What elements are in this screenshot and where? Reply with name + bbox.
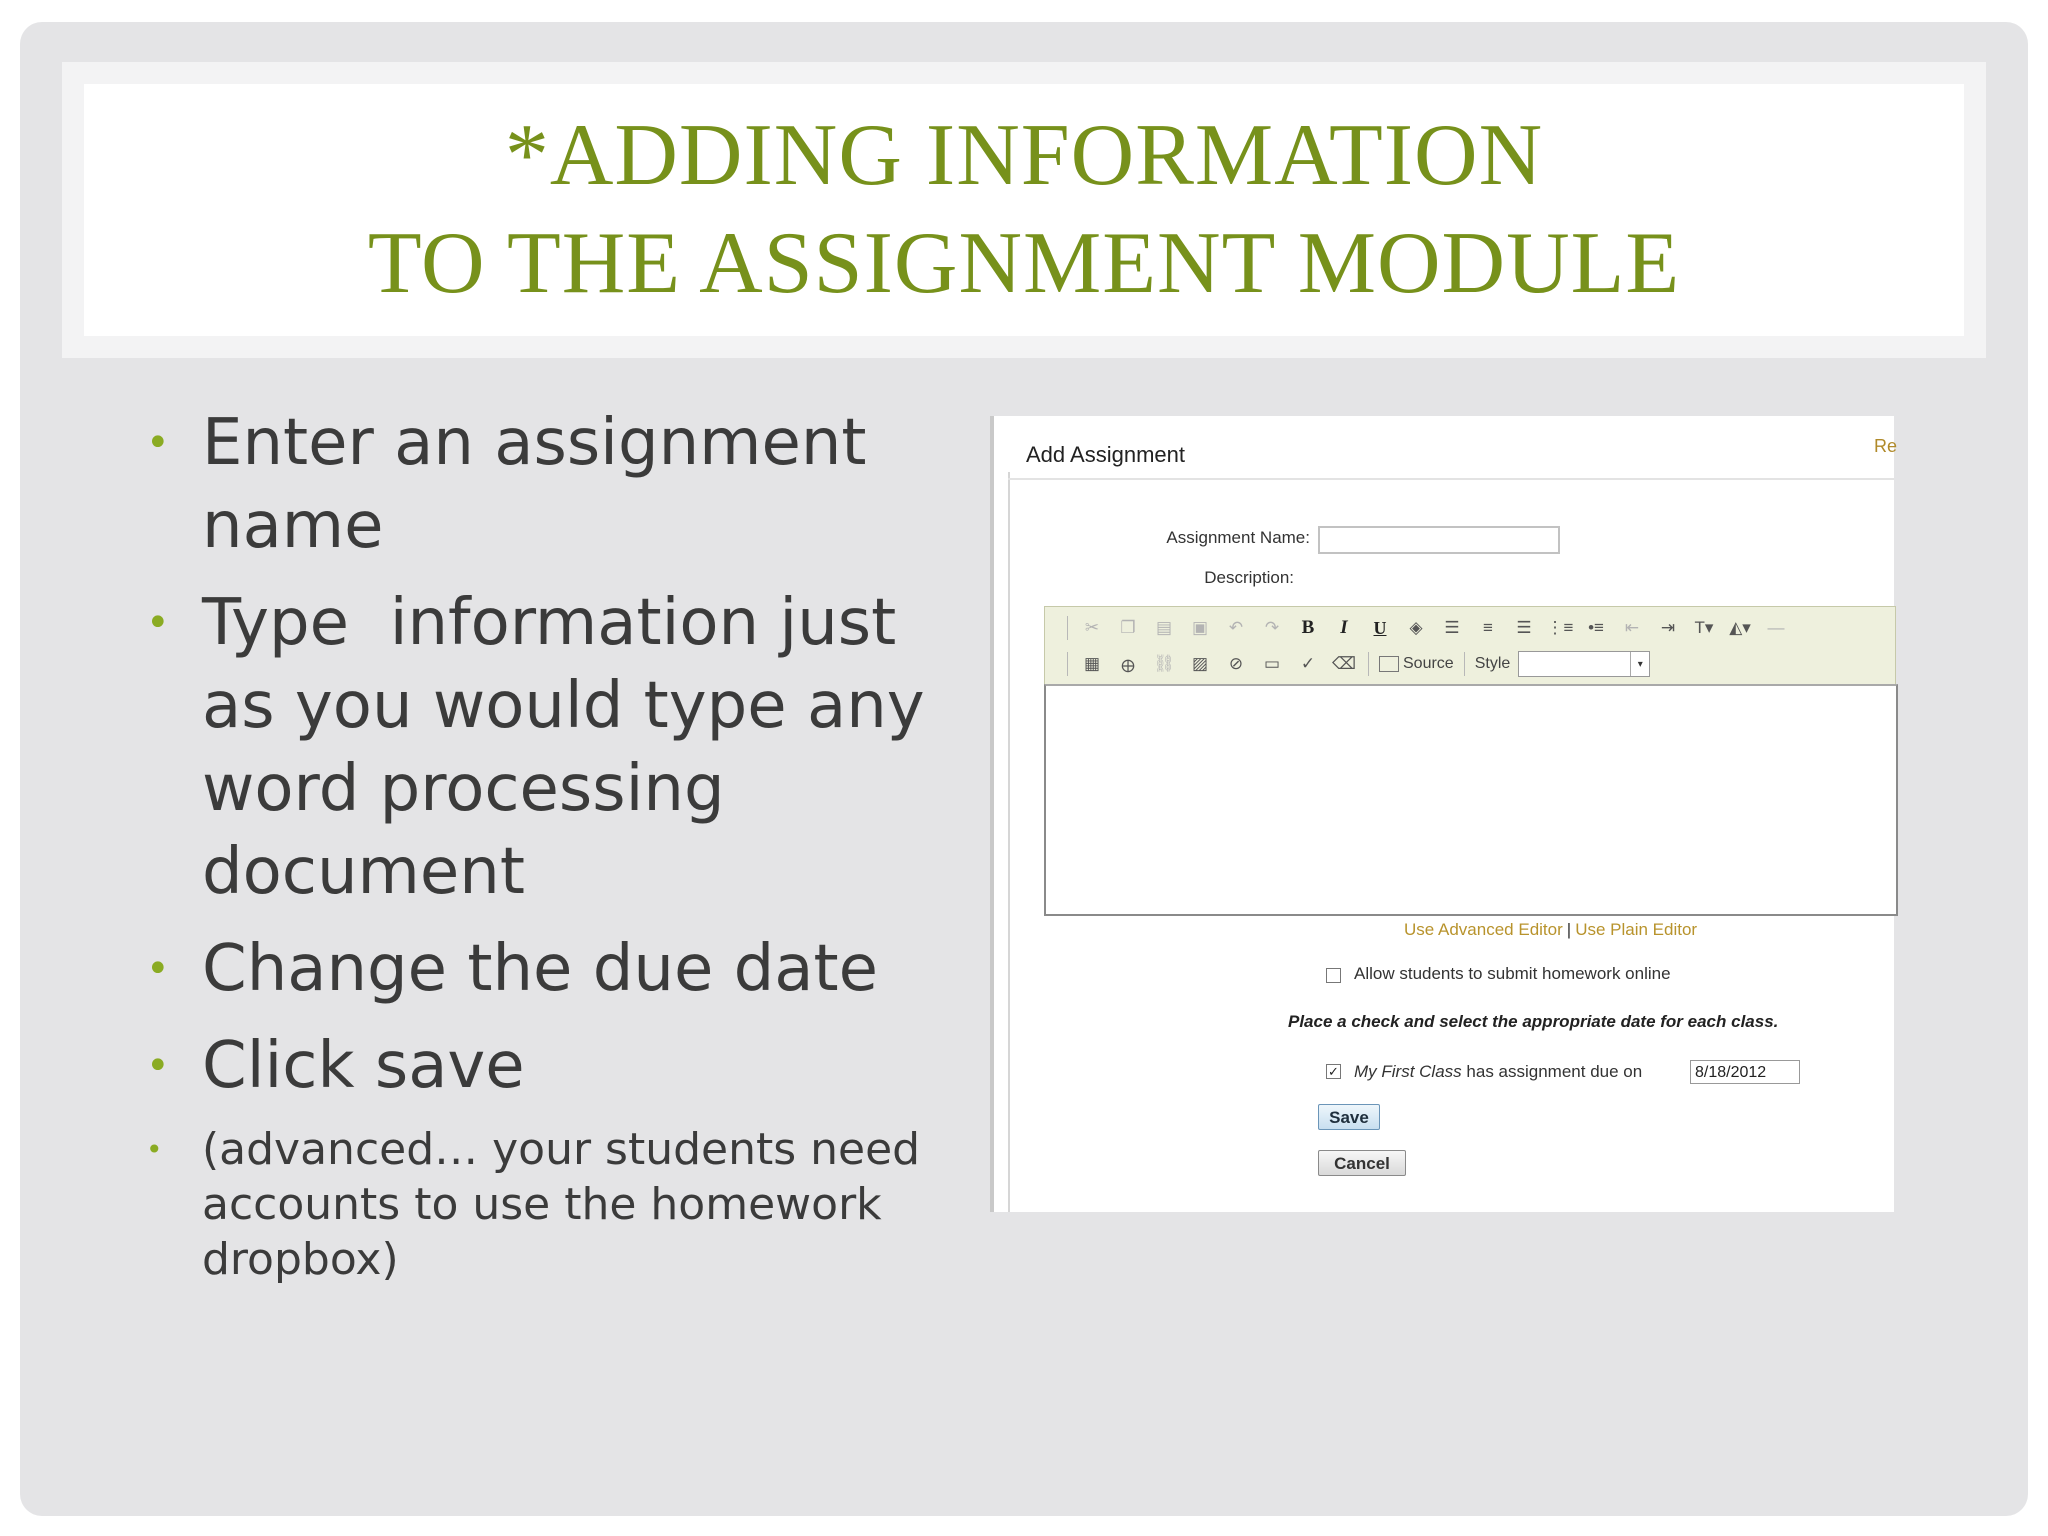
flash-icon[interactable]: ⊘ — [1228, 654, 1244, 673]
toolbar-separator — [1368, 652, 1369, 676]
toolbar-separator — [1067, 616, 1068, 640]
cut-icon[interactable]: ✂ — [1084, 618, 1100, 637]
header-right-link[interactable]: Re — [1874, 436, 1898, 456]
slide-title — [368, 102, 1680, 318]
description-label: Description: — [1204, 568, 1294, 587]
bg-color-icon[interactable]: ◭▾ — [1729, 618, 1751, 637]
plain-editor-link[interactable]: Use Plain Editor — [1575, 920, 1698, 939]
title-line-1: *ADDING INFORMATION — [504, 107, 1544, 204]
bullet-dot-icon: • — [146, 1133, 163, 1166]
bullet-dot-icon: • — [146, 946, 170, 992]
bullet-dot-icon: • — [146, 1043, 170, 1089]
source-label: Source — [1403, 655, 1454, 672]
screenshot-edge — [990, 416, 994, 1212]
italic-icon[interactable]: I — [1340, 617, 1348, 638]
source-button[interactable] — [1379, 655, 1454, 673]
allow-online-checkbox[interactable] — [1326, 968, 1341, 983]
panel-title: Add Assignment — [1026, 442, 1185, 467]
bullet-text: Enter an assignment name — [202, 406, 867, 563]
eraser-icon[interactable]: ⌫ — [1331, 654, 1357, 673]
editor-mode-links — [1404, 920, 1697, 940]
unlink-icon[interactable]: ⛓ — [1153, 654, 1175, 673]
bullet-text: Type information just as you would type any word processing document — [202, 586, 945, 909]
toolbar-separator — [1464, 652, 1465, 676]
indent-icon[interactable]: ⇥ — [1660, 618, 1676, 637]
due-date-input[interactable]: 8/18/2012 — [1690, 1060, 1800, 1084]
toolbar-separator — [1067, 652, 1068, 676]
bullet-dot-icon: • — [146, 600, 170, 646]
toolbar-row-1 — [1065, 611, 1790, 645]
horizontal-rule-icon[interactable]: ― — [1767, 618, 1785, 637]
allow-online-label: Allow students to submit homework online — [1354, 964, 1671, 983]
template-icon[interactable]: ▦ — [1083, 654, 1101, 673]
chevron-down-icon: ▾ — [1630, 652, 1649, 676]
panel-border — [1008, 472, 1010, 1212]
style-label: Style — [1474, 655, 1511, 672]
class-due-text: has assignment due on — [1466, 1062, 1643, 1081]
assignment-name-input[interactable] — [1318, 526, 1560, 554]
title-box — [84, 84, 1964, 336]
header-divider — [1008, 478, 1894, 480]
bullet-list — [140, 402, 970, 1287]
class-name: My First Class — [1354, 1062, 1462, 1081]
description-editor[interactable] — [1044, 684, 1898, 916]
copy-icon[interactable]: ❐ — [1120, 618, 1136, 637]
save-button[interactable]: Save — [1318, 1104, 1380, 1130]
underline-icon[interactable]: U — [1373, 617, 1387, 638]
table-icon[interactable]: ▭ — [1263, 654, 1281, 673]
bullet-text: Change the due date — [202, 932, 878, 1006]
ordered-list-icon[interactable]: ⋮≡ — [1546, 618, 1574, 637]
add-assignment-screenshot — [990, 416, 1898, 1212]
bullet-item — [140, 1025, 970, 1108]
paste-icon[interactable]: ▤ — [1155, 618, 1173, 637]
instruction-text: Place a check and select the appropriate date for each class. — [1288, 1012, 1779, 1031]
bold-icon[interactable]: B — [1301, 617, 1315, 638]
bullet-item — [140, 582, 970, 914]
align-left-icon[interactable]: ☰ — [1444, 618, 1460, 637]
undo-icon[interactable]: ↶ — [1228, 618, 1244, 637]
style-dropdown[interactable] — [1518, 651, 1650, 677]
link-icon[interactable]: 🜨 — [1120, 656, 1136, 676]
toolbar-row-2 — [1065, 647, 1650, 681]
text-color-icon[interactable]: T▾ — [1694, 618, 1714, 637]
link-separator: | — [1566, 920, 1572, 939]
align-right-icon[interactable]: ☰ — [1516, 618, 1532, 637]
bullet-item — [140, 402, 970, 568]
source-icon — [1379, 656, 1399, 672]
cancel-button[interactable]: Cancel — [1318, 1150, 1406, 1176]
title-line-2: TO THE ASSIGNMENT MODULE — [367, 215, 1681, 312]
class-checkbox[interactable]: ✓ — [1326, 1064, 1341, 1079]
align-center-icon[interactable]: ≡ — [1483, 618, 1493, 637]
spellcheck-icon[interactable]: ◈ — [1409, 618, 1423, 637]
outdent-icon[interactable]: ⇤ — [1624, 618, 1640, 637]
paste-word-icon[interactable]: ▣ — [1191, 618, 1209, 637]
sub-bullet-text: (advanced… your students need accounts to use the homework dropbox) — [202, 1124, 921, 1285]
image-icon[interactable]: ▨ — [1191, 654, 1209, 673]
bullet-text: Click save — [202, 1029, 525, 1103]
unordered-list-icon[interactable]: •≡ — [1588, 618, 1604, 637]
class-due-line — [1354, 1062, 1642, 1082]
redo-icon[interactable]: ↷ — [1264, 618, 1280, 637]
spell-icon[interactable]: ✓ — [1300, 654, 1316, 673]
bullet-item — [140, 928, 970, 1011]
bullet-dot-icon: • — [146, 420, 170, 466]
sub-bullet-item — [140, 1122, 970, 1287]
advanced-editor-link[interactable]: Use Advanced Editor — [1404, 920, 1563, 939]
editor-toolbar — [1044, 606, 1896, 686]
assignment-name-label: Assignment Name: — [1166, 528, 1310, 547]
